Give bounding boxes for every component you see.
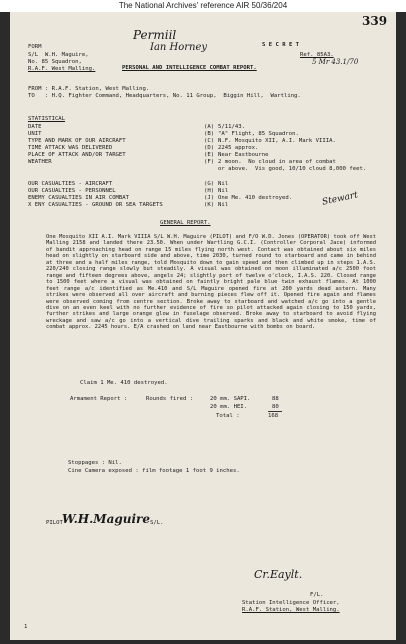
stat-code: (E)	[204, 152, 215, 158]
general-report-paragraph: One Mosquito XII A.I. Mark VIIIA S/L W.H. Maguire (PILOT) and F/O W.D. Jones (OPERATOR) took off West Malling 2158 and landed there 23.50. When under Wartling G.C.I. (Controller Corporal Jace) informed of bandit approaching head on range 15 miles flying north west. Contact was obtained about six miles head on slightly on starboard side and above, time 2030, turned round to starboard and came in behind at three and a half miles range, told Mosquito down to gain speed and then climbed up in steps 1.A.S. 220/240 closing range slowly but steadily. A visual was obtained on moon illuminated a/c 2500 foot range and fifteen degrees above, angels 24; slightly port of twelve o'clock, I.A.S. 220. Closed range to 1500 feet where a visual was obtained on faintly bright pale blue twin exhaust flames. At 1000 feet range a/c identified as Me.410 and S/L Maguire opened fire at 200 yards dead astern. Many strikes were observed all over aircraft and burning pieces flew off it. Opened fire again and flames were observed coming from centre section. Broke away to starboard and watched a/c go into a gentle dive on an even keel with no further evidence of fire so pilot attacked again closing to 150 yards, further strikes and large orange glow in fuselage observed. Broke away to starboard to avoid flying wreckage and saw a/c go into a vertical dive trailing sparks and black and white smoke, time of combat approx. 2245 hours. E/A crashed on land near Eastbourne with bombs on board.	[46, 234, 376, 331]
pilot-signature-label: PILOT	[46, 520, 63, 526]
pilot-station: R.A.F. West Malling.	[28, 66, 96, 72]
stoppages-line: Stoppages : Nil.	[68, 460, 122, 466]
casualty-value: One Me. 410 destroyed.	[218, 195, 293, 201]
casualty-label: OUR CASUALTIES - AIRCRAFT	[28, 181, 113, 187]
stat-value: Near Eastbourne	[218, 152, 269, 158]
handwritten-signature-second: Ian Horney	[150, 42, 208, 53]
stat-label: PLACE OF ATTACK AND/OR TARGET	[28, 152, 126, 158]
casualty-value: Nil	[218, 188, 229, 194]
armament-label: Armament Report :	[70, 396, 128, 402]
stat-value: 2245 approx.	[218, 145, 259, 151]
cine-camera-line: Cine Camera exposed : film footage 1 foot 9 inches.	[68, 468, 240, 474]
stat-label: DATE	[28, 124, 42, 130]
claim-line: Claim 1 Me. 410 destroyed.	[80, 380, 168, 386]
page-mark: 1	[24, 624, 28, 630]
pilot-rank-suffix: S/L.	[150, 520, 164, 526]
stat-value: 2 moon. No cloud in area of combat	[218, 159, 336, 165]
stat-code: (C)	[204, 138, 215, 144]
total-label: Total :	[216, 413, 240, 419]
stat-code: (F)	[204, 159, 215, 165]
form-label: FORM	[28, 44, 42, 50]
stat-value-continued: or above. Vis good, 10/10 cloud 8,000 feet.	[218, 166, 367, 172]
stat-label: WEATHER	[28, 159, 52, 165]
ammo-calibre: 20 mm. SAPI.	[210, 396, 251, 402]
stat-label: TYPE AND MARK OF OUR AIRCRAFT	[28, 138, 126, 144]
io-rank: F/L.	[310, 592, 324, 598]
ammo-count: 80	[272, 404, 279, 410]
ammo-calibre: 20 mm. HEI.	[210, 404, 248, 410]
rounds-fired-label: Rounds fired :	[146, 396, 194, 402]
handwritten-io-signature: Cr.Eaylt.	[254, 568, 303, 581]
io-title: Station Intelligence Officer,	[242, 600, 340, 606]
pilot-squadron: No. 85 Squadron,	[28, 59, 82, 65]
casualty-code: (H)	[204, 188, 215, 194]
stat-value: "A" Flight, 85 Squadron.	[218, 131, 299, 137]
casualty-code: (G)	[204, 181, 215, 187]
io-station: R.A.F. Station, West Malling.	[242, 607, 340, 613]
handwritten-pilot-signature: W.H.Maguire	[62, 512, 150, 526]
handwritten-signature-top: Permiil	[133, 28, 177, 42]
casualty-code: (K)	[204, 202, 215, 208]
classification: S E C R E T	[262, 42, 300, 48]
ammo-count: 88	[272, 396, 279, 402]
handwritten-corner-number: 339	[362, 14, 388, 28]
stat-code: (A)	[204, 124, 215, 130]
casualty-label: X ENY CASUALTIES - GROUND OR SEA TARGETS	[28, 202, 163, 208]
stat-value: 5/11/43.	[218, 124, 245, 130]
report-ref: Ref. 85A3.	[300, 52, 334, 58]
casualty-value: Nil	[218, 202, 229, 208]
stat-code: (B)	[204, 131, 215, 137]
stat-label: UNIT	[28, 131, 42, 137]
general-report-body	[46, 234, 376, 331]
total-count: 168	[268, 413, 279, 419]
statistical-heading: STATISTICAL	[28, 116, 66, 122]
casualty-label: OUR CASUALTIES - PERSONNEL	[28, 188, 116, 194]
routing-to: TO : H.Q. Fighter Command, Headquarters, No. 11 Group, Biggin Hill, Wartling.	[28, 93, 301, 99]
archive-reference: The National Archives' reference AIR 50/36/204	[118, 1, 288, 10]
pilot-name: S/L W.H. Maguire,	[28, 52, 89, 58]
document-page	[10, 12, 396, 640]
stat-code: (D)	[204, 145, 215, 151]
routing-from: FROM : R.A.F. Station, West Malling.	[28, 86, 150, 92]
casualty-value: Nil	[218, 181, 229, 187]
archive-header-bar	[0, 0, 406, 12]
stat-value: N.F. Mosquito XII, A.I. Mark VIIIA.	[218, 138, 336, 144]
stat-label: TIME ATTACK WAS DELIVERED	[28, 145, 113, 151]
total-rule	[268, 411, 282, 412]
general-report-heading: GENERAL REPORT.	[160, 220, 211, 226]
report-title: PERSONAL AND INTELLIGENCE COMBAT REPORT.	[122, 65, 257, 71]
casualty-label: ENEMY CASUALTIES IN AIR COMBAT	[28, 195, 130, 201]
casualty-code: (J)	[204, 195, 215, 201]
handwritten-sidenote: Stewart	[321, 190, 359, 208]
handwritten-date-note: 5 Mr 43.1/70	[312, 58, 359, 66]
